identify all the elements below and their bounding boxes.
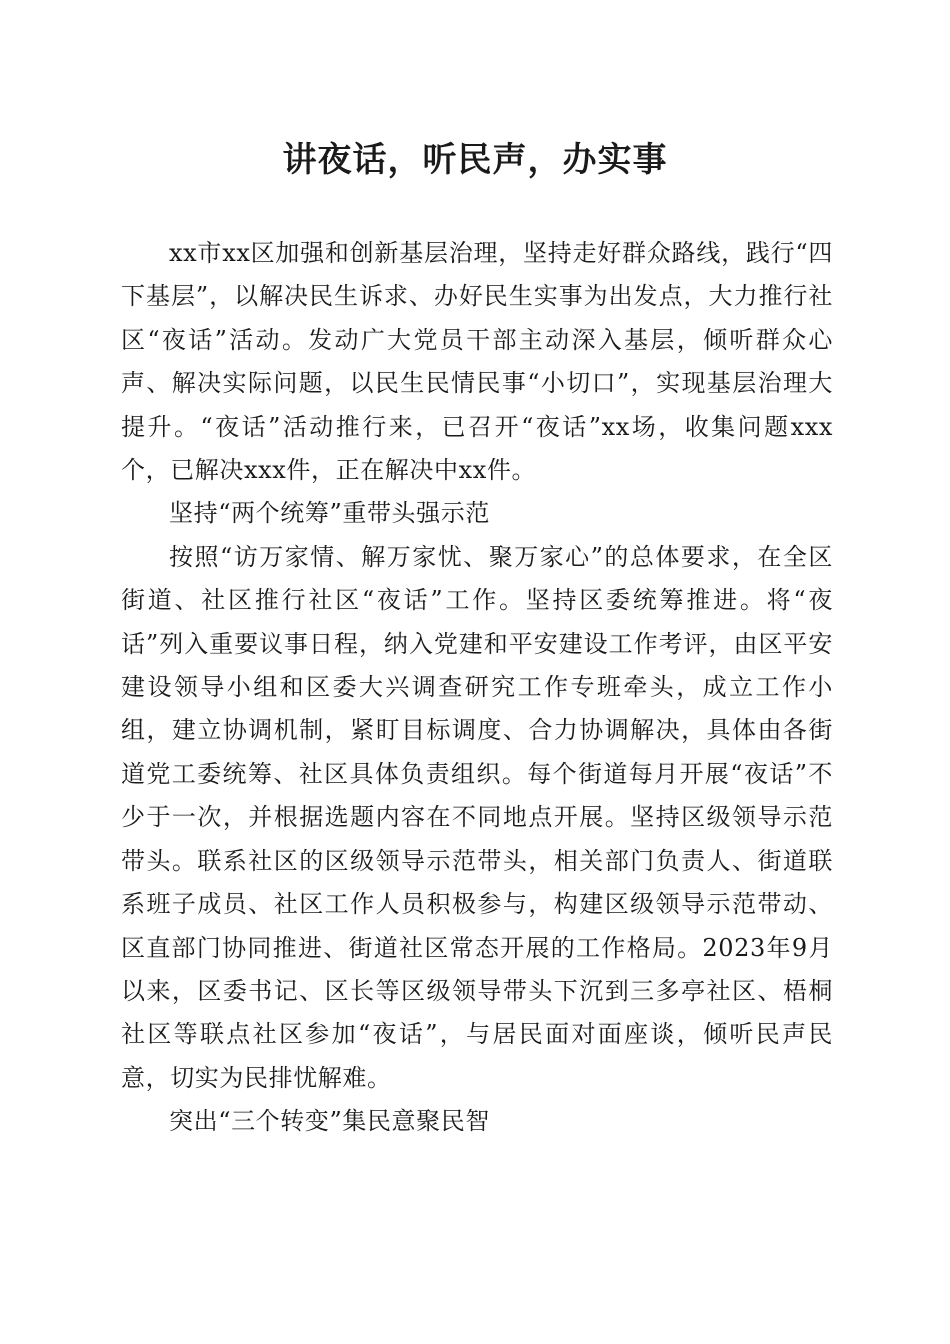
- document-body: [121, 232, 833, 1144]
- section-heading-2: 突出“三个转变”集民意聚民智: [169, 1107, 490, 1136]
- section-heading-1: 坚持“两个统筹”重带头强示范: [169, 499, 490, 528]
- intro-paragraph: xx市xx区加强和创新基层治理，坚持走好群众路线，践行“四下基层”，以解决民生诉求、办好民生实事为出发点，大力推行社区“夜话”活动。发动广大党员干部主动深入基层，倾听群众心声、解决实际问题，以民生民情民事“小切口”，实现基层治理大提升。“夜话”活动推行来，已召开“夜话”xx场，收集问题xxx个，已解决xxx件，正在解决中xx件。: [121, 239, 833, 485]
- document-title: 讲夜话，听民声，办实事: [282, 140, 668, 180]
- section-paragraph-1: 按照“访万家情、解万家忧、聚万家心”的总体要求，在全区街道、社区推行社区“夜话”工作。坚持区委统筹推进。将“夜话”列入重要议事日程，纳入党建和平安建设工作考评，由区平安建设领导小组和区委大兴调查研究工作专班牵头，成立工作小组，建立协调机制，紧盯目标调度、合力协调解决，具体由各街道党工委统筹、社区具体负责组织。每个街道每月开展“夜话”不少于一次，并根据选题内容在不同地点开展。坚持区级领导示范带头。联系社区的区级领导示范带头，相关部门负责人、街道联系班子成员、社区工作人员积极参与，构建区级领导示范带动、区直部门协同推进、街道社区常态开展的工作格局。2023年9月以来，区委书记、区长等区级领导带头下沉到三多亭社区、梧桐社区等联点社区参加“夜话”，与居民面对面座谈，倾听民声民意，切实为民排忧解难。: [121, 542, 833, 1092]
